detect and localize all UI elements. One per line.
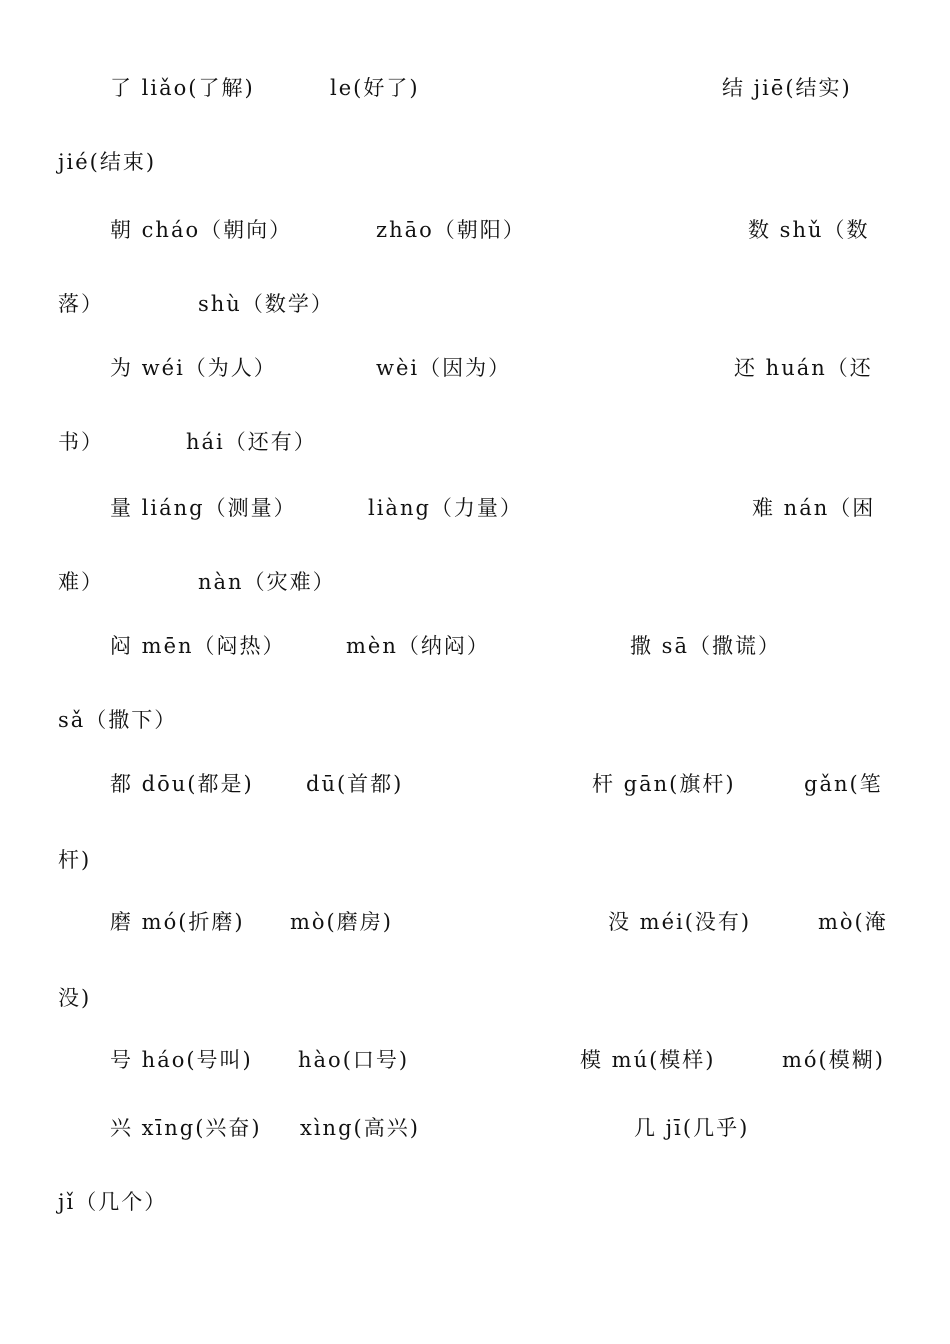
- entry-men-4: mèn（纳闷）: [346, 634, 490, 658]
- entry-mu: 模 mú(模样): [580, 1048, 716, 1072]
- entry-shu-3: 数 shǔ（数: [748, 218, 870, 242]
- entry-nan-2-cont: 难）: [58, 570, 104, 594]
- entry-xing-4: xìng(高兴): [300, 1116, 420, 1140]
- entry-men-1: 闷 mēn（闷热）: [110, 634, 286, 658]
- entry-mo-2-mohu: mó(模糊): [782, 1048, 885, 1072]
- entry-sa-1: 撒 sā（撒谎）: [630, 634, 781, 658]
- entry-chao: 朝 cháo（朝向）: [110, 218, 293, 242]
- entry-jie-2: jié(结束): [58, 150, 157, 174]
- entry-ji-3: jǐ（几个）: [58, 1190, 168, 1214]
- entry-hao-2: 号 háo(号叫): [110, 1048, 253, 1072]
- entry-hao-4: hào(口号): [298, 1048, 410, 1072]
- entry-liang-2: 量 liáng（测量）: [110, 496, 297, 520]
- entry-ji-1: 几 jī(几乎): [634, 1116, 750, 1140]
- entry-gan-3: gǎn(笔: [804, 772, 883, 796]
- entry-xing-1: 兴 xīng(兴奋): [110, 1116, 262, 1140]
- entry-liao: 了 liǎo(了解): [110, 76, 255, 100]
- entry-du: dū(首都): [306, 772, 404, 796]
- entry-wei-4: wèi（因为）: [376, 356, 512, 380]
- entry-gan-1: 杆 gān(旗杆): [592, 772, 736, 796]
- entry-jie-1: 结 jiē(结实): [722, 76, 852, 100]
- entry-nan-2: 难 nán（困: [752, 496, 876, 520]
- entry-wei-2: 为 wéi（为人）: [110, 356, 277, 380]
- entry-gan-3-cont: 杆): [58, 848, 92, 872]
- entry-mei: 没 méi(没有): [608, 910, 752, 934]
- entry-nan-4: nàn（灾难）: [198, 570, 336, 594]
- entry-liang-4: liàng（力量）: [368, 496, 523, 520]
- entry-shu-3-cont: 落）: [58, 292, 104, 316]
- entry-zhao: zhāo（朝阳）: [376, 218, 526, 242]
- entry-huan: 还 huán（还: [734, 356, 873, 380]
- entry-mo-4-yan: mò(淹: [818, 910, 888, 934]
- entry-dou: 都 dōu(都是): [110, 772, 254, 796]
- entry-hai: hái（还有）: [186, 430, 317, 454]
- entry-mo-4: mò(磨房): [290, 910, 393, 934]
- entry-le: le(好了): [330, 76, 420, 100]
- entry-mo-4-yan-cont: 没): [58, 986, 92, 1010]
- entry-sa-3: sǎ（撒下）: [58, 708, 178, 732]
- entry-shu-4: shù（数学）: [198, 292, 334, 316]
- entry-huan-cont: 书）: [58, 430, 104, 454]
- entry-mo-2: 磨 mó(折磨): [110, 910, 245, 934]
